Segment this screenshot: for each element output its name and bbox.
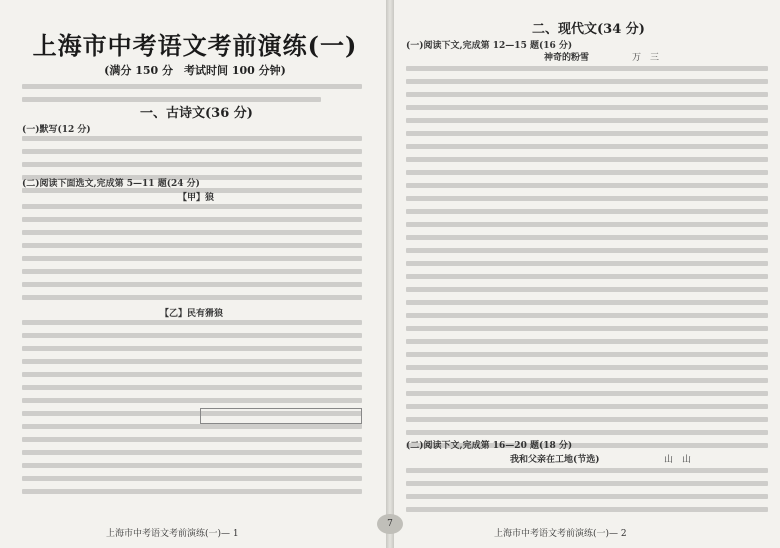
article-title: 神奇的粉雪 [544, 53, 590, 63]
page-badge: 7 [377, 514, 403, 534]
subsection-a-heading: (一)默写(12 分) [22, 125, 91, 135]
right-footer: 上海市中考语文考前演练(一)— 2 [494, 529, 627, 539]
section-two-heading: 二、现代文(34 分) [532, 22, 645, 37]
passage-b-title: 【乙】民有猾狼 [160, 309, 224, 319]
book-gutter [386, 0, 394, 548]
subsection-two-heading: (二)阅读下文,完成第 16—20 题(18 分) [406, 441, 573, 451]
score-line: (满分 150 分 考试时间 100 分钟) [104, 64, 286, 77]
article-author-2: 山 山 [664, 455, 692, 465]
article-title-2: 我和父亲在工地(节选) [510, 455, 600, 465]
passage-a-title: 【甲】狼 [178, 193, 215, 203]
subsection-b-heading: (二)阅读下面选文,完成第 5—11 题(24 分) [22, 179, 200, 189]
left-page [0, 0, 386, 548]
article-author: 万 三 [632, 53, 660, 63]
notes-box [200, 408, 362, 424]
article-2-placeholder [406, 468, 768, 520]
subsection-one-heading: (一)阅读下文,完成第 12—15 题(16 分) [406, 41, 573, 51]
left-footer: 上海市中考语文考前演练(一)— 1 [106, 529, 239, 539]
right-page [394, 0, 780, 548]
article-placeholder [406, 66, 768, 456]
passage-a-placeholder [22, 204, 362, 308]
section-one-heading: 一、古诗文(36 分) [140, 106, 253, 121]
exam-title: 上海市中考语文考前演练(一) [32, 31, 358, 60]
